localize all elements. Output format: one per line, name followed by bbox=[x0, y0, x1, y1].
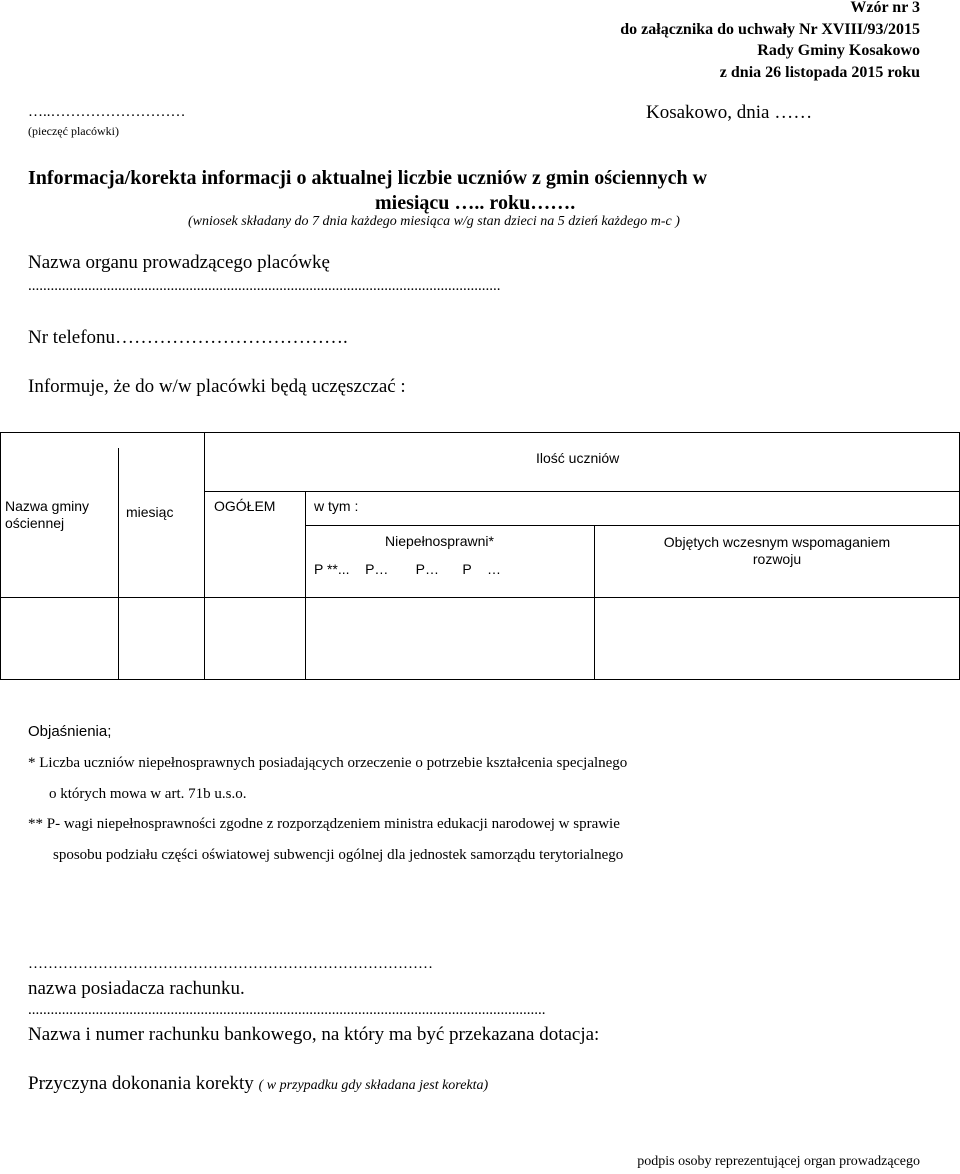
form-title-line-2: miesiącu ….. roku……. bbox=[375, 192, 576, 214]
stamp-label: (pieczęć placówki) bbox=[28, 124, 119, 138]
header-wczesne-line-2: rozwoju bbox=[752, 551, 802, 567]
header-miesiac: miesiąc bbox=[126, 504, 174, 520]
header-line-4: z dnia 26 listopada 2015 roku bbox=[719, 63, 920, 81]
stamp-dots: …..……………………… bbox=[28, 104, 186, 120]
header-gmina-line-2: ościennej bbox=[5, 515, 65, 531]
inform-text: Informuje, że do w/w placówki będą uczęszczać : bbox=[28, 376, 406, 397]
note-1-line-2: o których mowa w art. 71b u.s.o. bbox=[49, 786, 247, 802]
account-dots: ……………………………………………………………………… bbox=[28, 956, 433, 972]
form-subtitle: (wniosek składany do 7 dnia każdego miesiąca w/g stan dzieci na 5 dzień każdego m-c ) bbox=[188, 214, 680, 229]
header-niepelnosprawni: Niepełnosprawni* bbox=[385, 533, 494, 549]
organ-label: Nazwa organu prowadzącego placówkę bbox=[28, 252, 330, 273]
header-gmina-line-1: Nazwa gminy bbox=[5, 498, 90, 514]
signature-label: podpis osoby reprezentującej organ prowadzącego bbox=[637, 1154, 920, 1169]
bank-account-label: Nazwa i numer rachunku bankowego, na który ma być przekazana dotacja: bbox=[28, 1024, 600, 1045]
phone-label: Nr telefonu………………………………. bbox=[28, 327, 348, 348]
students-table bbox=[0, 432, 960, 680]
bank-dots: .......................................................................................................................................... bbox=[28, 1002, 546, 1018]
header-line-3: Rady Gminy Kosakowo bbox=[757, 42, 920, 59]
reason-label-text: Przyczyna dokonania korekty bbox=[28, 1073, 254, 1094]
header-wczesne-line-1: Objętych wczesnym wspomaganiem bbox=[663, 534, 891, 550]
note-2-line-2: sposobu podziału części oświatowej subwencji ogólnej dla jednostek samorządu terytorialnego bbox=[53, 847, 624, 863]
header-ilosc-uczniow: Ilość uczniów bbox=[536, 450, 620, 466]
note-2-line-1: ** P- wagi niepełnosprawności zgodne z rozporządzeniem ministra edukacji narodowej w sprawie bbox=[28, 816, 620, 832]
header-w-tym: w tym : bbox=[314, 498, 359, 514]
header-line-1: Wzór nr 3 bbox=[850, 0, 920, 16]
account-holder-label: nazwa posiadacza rachunku. bbox=[28, 978, 245, 999]
notes-heading: Objaśnienia; bbox=[28, 723, 112, 740]
organ-dots: .............................................................................................................................. bbox=[28, 278, 501, 294]
reason-note: ( w przypadku gdy składana jest korekta) bbox=[258, 1078, 489, 1093]
place-date: Kosakowo, dnia …… bbox=[646, 102, 813, 123]
header-line-2: do załącznika do uchwały Nr XVIII/93/2015 bbox=[620, 20, 920, 38]
header-ogolem: OGÓŁEM bbox=[214, 498, 276, 514]
note-1-line-1: * Liczba uczniów niepełnosprawnych posiadających orzeczenie o potrzebie kształcenia specjalnego bbox=[28, 755, 628, 771]
header-p-weights: P **... P… P… P … bbox=[314, 561, 501, 577]
form-title-line-1: Informacja/korekta informacji o aktualnej liczbie uczniów z gmin ościennych w bbox=[28, 167, 708, 189]
reason-label bbox=[28, 1073, 488, 1095]
header-block bbox=[620, 0, 920, 83]
